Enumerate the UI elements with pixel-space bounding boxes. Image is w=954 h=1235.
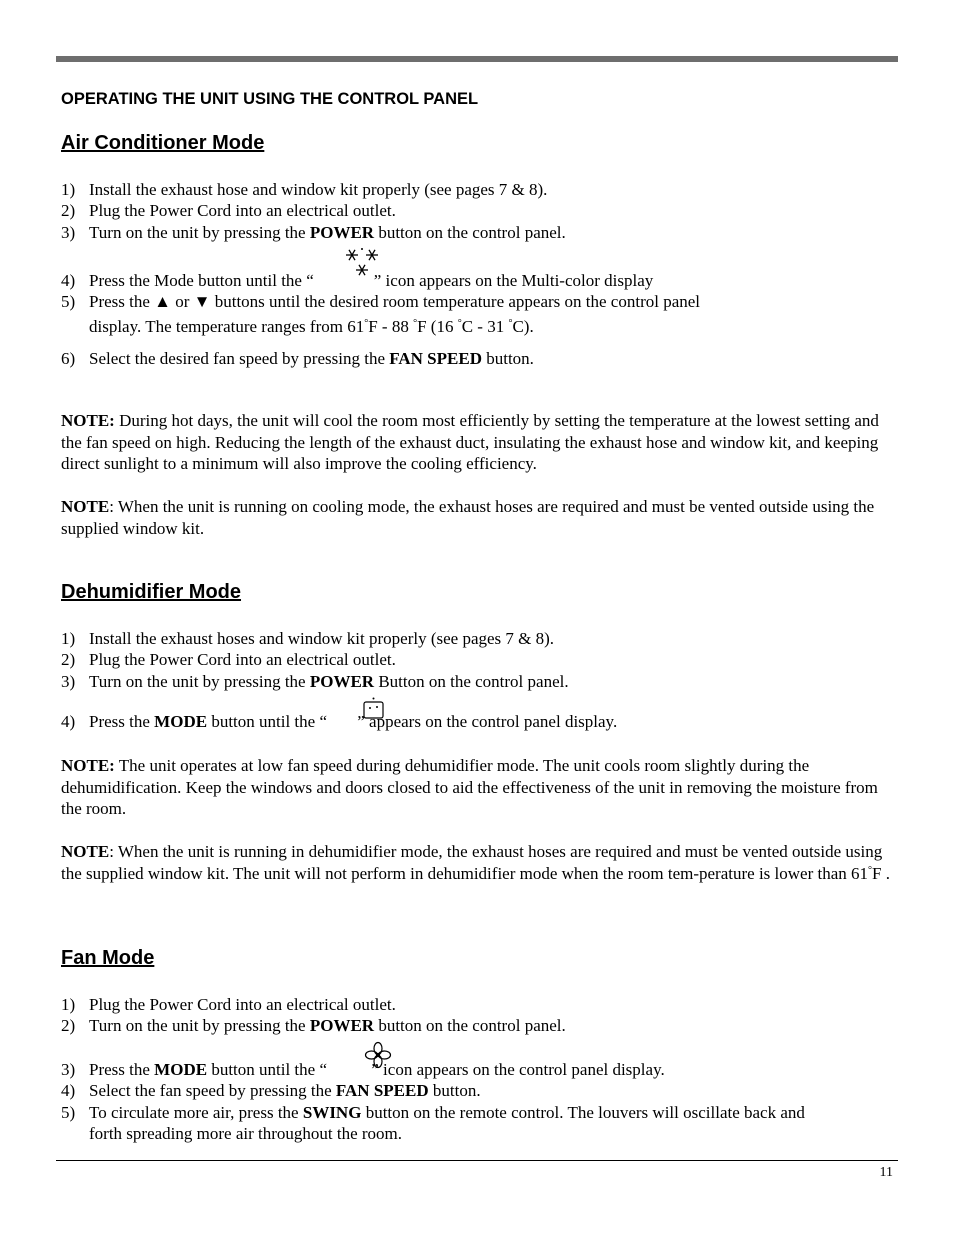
dehumidify-icon [361, 696, 387, 722]
fan-icon [364, 1041, 392, 1069]
page-number: 11 [879, 1165, 893, 1180]
snowflake-icon [343, 246, 383, 280]
dehum-note-1: NOTE: The unit operates at low fan speed during dehumidifier mode. The unit cools room slightly during the dehumidification. Keep the windows and doors closed to aid the effectiveness of the unit in removing the moisture from the room. [61, 756, 878, 818]
fan-step-5: 5) To circulate more air, press the SWING button on the remote control. The louvers will oscillate back and [61, 1103, 805, 1122]
page-heading: OPERATING THE UNIT USING THE CONTROL PANEL [61, 90, 479, 108]
fan-step-5-cont: forth spreading more air throughout the room. [89, 1124, 403, 1143]
fan-step-1: 1) Plug the Power Cord into an electrical outlet. [61, 995, 396, 1014]
ac-step-3: 3) Turn on the unit by pressing the POWER button on the control panel. [61, 223, 566, 242]
ac-note-2: NOTE: When the unit is running on cooling mode, the exhaust hoses are required and must be vented outside using the supplied window kit. [61, 497, 875, 538]
fan-section-title: Fan Mode [61, 947, 155, 969]
fan-step-4: 4) Select the fan speed by pressing the FAN SPEED button. [61, 1081, 481, 1100]
bottom-rule [56, 1160, 898, 1161]
dehum-step-1: 1) Install the exhaust hoses and window kit properly (see pages 7 & 8). [61, 629, 555, 648]
dehum-section-title: Dehumidifier Mode [61, 581, 242, 603]
dehum-step-3: 3) Turn on the unit by pressing the POWER Button on the control panel. [61, 672, 569, 691]
fan-step-3: 3) Press the MODE button until the “ ” icon appears on the control panel display. [61, 1060, 665, 1079]
ac-note-1: NOTE: During hot days, the unit will cool the room most efficiently by setting the temperature at the lowest setting and the fan speed on high. Reducing the length of the exhaust duct, insulating the exhaust hose and window kit, and keeping direct sunlight to a minimum will also improve the cooling efficiency. [61, 411, 879, 473]
ac-step-1: 1) Install the exhaust hose and window kit properly (see pages 7 & 8). [61, 180, 548, 199]
ac-step-6: 6) Select the desired fan speed by pressing the FAN SPEED button. [61, 349, 534, 368]
ac-step-2: 2) Plug the Power Cord into an electrical outlet. [61, 201, 396, 220]
ac-step-5: 5) Press the ▲ or ▼ buttons until the desired room temperature appears on the control panel [61, 292, 701, 311]
ac-step-4: 4) Press the Mode button until the “ ” icon appears on the Multi-color display [61, 271, 654, 290]
dehum-step-4: 4) Press the MODE button until the “ ” appears on the control panel display. [61, 712, 618, 731]
dehum-note-2: NOTE: When the unit is running in dehumidifier mode, the exhaust hoses are required and must be vented outside using the supplied window kit. The unit will not perform in dehumidifier mode when the room tem-perature is lower than 61°F . [61, 842, 890, 883]
dehum-step-2: 2) Plug the Power Cord into an electrical outlet. [61, 650, 396, 669]
fan-step-2: 2) Turn on the unit by pressing the POWER button on the control panel. [61, 1016, 566, 1035]
top-rule [56, 56, 898, 62]
ac-section-title: Air Conditioner Mode [61, 132, 265, 154]
ac-step-5-cont: display. The temperature ranges from 61°F - 88 °F (16 °C - 31 °C). [89, 317, 534, 336]
